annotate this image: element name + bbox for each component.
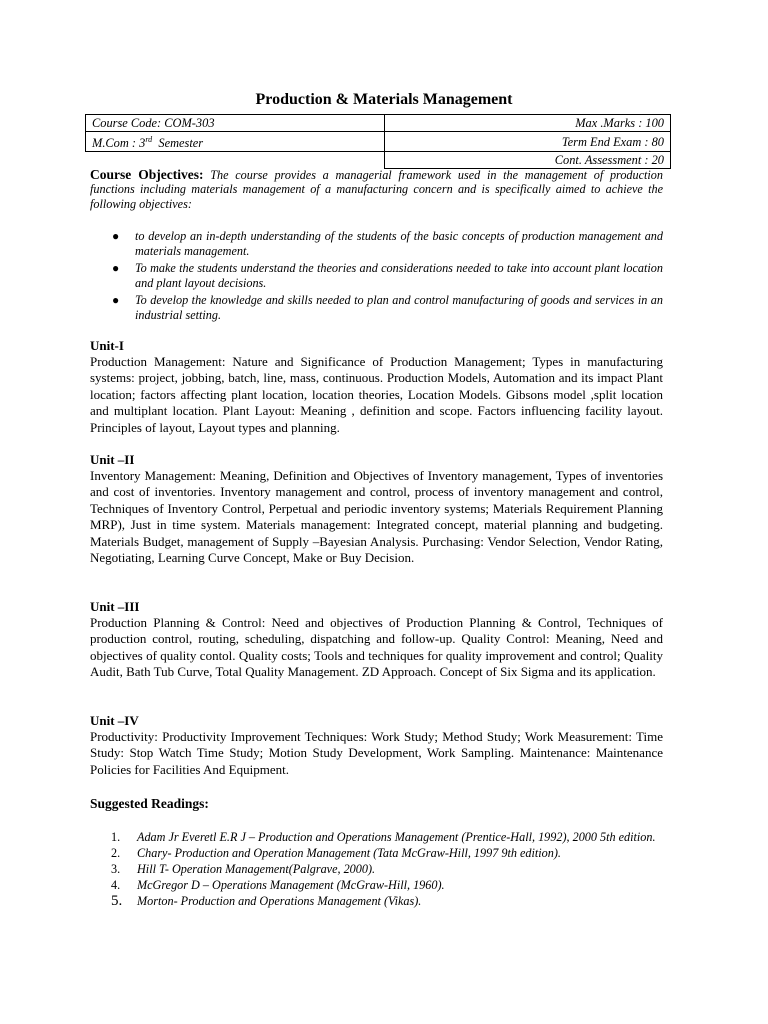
program-suffix: Semester (152, 136, 204, 151)
course-code-cell: Course Code: COM-303 (86, 115, 385, 132)
unit-body: Productivity: Productivity Improvement Techniques: Work Study; Method Study; Work Measurement: Time Study: Stop Watch Time Study; Motion Study Development, Work Sampling. Maintenance: Maintenance Policies for Facilities And Equipment. (90, 729, 663, 777)
item-number: 4. (111, 877, 121, 892)
objectives-text: The course provides a managerial framework used in the management of production functions including materials management of a manufacturing concern and is specifically aimed to achieve the following objectives: (90, 168, 663, 211)
unit-heading: Unit-I (90, 338, 124, 353)
bullet-icon: ● (112, 293, 120, 307)
reading-text: McGregor D – Operations Management (McGraw-Hill, 1960). (137, 877, 445, 892)
objective-text: To develop the knowledge and skills needed to plan and control manufacturing of goods and services in an industrial setting. (135, 293, 663, 322)
list-item (90, 878, 680, 894)
reading-text: Morton- Production and Operations Management (Vikas). (137, 893, 422, 908)
list-item (90, 894, 680, 910)
unit-2-section (90, 452, 663, 566)
unit-3-section (90, 599, 663, 681)
objective-text: to develop an in-depth understanding of the students of the basic concepts of production management and materials management. (135, 229, 663, 258)
item-number: 3. (111, 861, 121, 876)
course-objectives (90, 168, 663, 211)
reading-text: Hill T- Operation Management(Palgrave, 2000). (137, 861, 376, 876)
program-prefix: M.Com : 3 (92, 136, 146, 151)
unit-heading: Unit –II (90, 452, 135, 467)
unit-4-section (90, 713, 663, 778)
bullet-icon: ● (112, 261, 120, 275)
objectives-label: Course Objectives: (90, 167, 204, 182)
table-row (86, 132, 671, 152)
bullet-icon: ● (112, 229, 120, 243)
list-item (90, 293, 663, 323)
unit-body: Inventory Management: Meaning, Definition and Objectives of Inventory management, Types of inventories and cost of inventories. Inventory management and control, process of inventory management and control, Techniques of Inventory Control, Perpetual and periodic inventory systems; Materials Requirement Planning MRP), Just in time system. Materials management: Integrated concept, material planning and budgeting. Materials Budget, management of Supply –Bayesian Analysis. Purchasing: Vendor Selection, Vendor Rating, Negotiating, Learning Curve Concept, Make or Buy Decision. (90, 468, 663, 566)
table-row (86, 115, 671, 132)
unit-heading: Unit –IV (90, 713, 139, 728)
list-item (90, 846, 680, 862)
max-marks-cell: Max .Marks : 100 (385, 115, 671, 132)
list-item (90, 862, 680, 878)
reading-text: Adam Jr Everetl E.R J – Production and Operations Management (Prentice-Hall, 1992), 2000 5th edition. (137, 830, 656, 844)
objectives-list (90, 229, 663, 325)
unit-1-section (90, 338, 663, 436)
unit-body: Production Planning & Control: Need and objectives of Production Planning & Control, Techniques of production control, routing, scheduling, dispatching and follow-up. Quality Control: Meaning, Need and objectives of quality contol. Quality costs; Tools and techniques for quality improvement and control; Quality Audit, Bath Tub Curve, Total Quality Management. ZD Approach. Concept of Six Sigma and its application. (90, 615, 663, 680)
assessment-cell: Cont. Assessment : 20 (385, 152, 671, 169)
program-cell (86, 132, 385, 152)
term-end-cell: Term End Exam : 80 (385, 132, 671, 152)
list-item (90, 830, 680, 846)
item-number: 1. (111, 830, 121, 844)
list-item (90, 229, 663, 259)
objective-text: To make the students understand the theories and considerations needed to take into account plant location and plant layout decisions. (135, 261, 663, 290)
course-info-table (85, 114, 671, 169)
readings-list (90, 830, 680, 910)
page-title: Production & Materials Management (255, 91, 513, 108)
unit-heading: Unit –III (90, 599, 140, 614)
item-number: 5. (111, 892, 123, 909)
item-number: 2. (111, 845, 121, 860)
program-ordinal: rd (145, 135, 153, 144)
unit-body: Production Management: Nature and Significance of Production Management; Types in manufacturing systems: project, jobbing, batch, line, mass, continuous. Production Models, Automation and its impact Plant location; factors affecting plant location, location theories, Location Models. Gibsons model ,split location and multiplant location. Plant Layout: Meaning , definition and scope. Factors influencing facility layout. Principles of layout, Layout types and planning. (90, 354, 663, 435)
list-item (90, 261, 663, 291)
reading-text: Chary- Production and Operation Management (Tata McGraw-Hill, 1997 9th edition). (137, 845, 561, 860)
suggested-readings-heading: Suggested Readings: (90, 796, 209, 811)
